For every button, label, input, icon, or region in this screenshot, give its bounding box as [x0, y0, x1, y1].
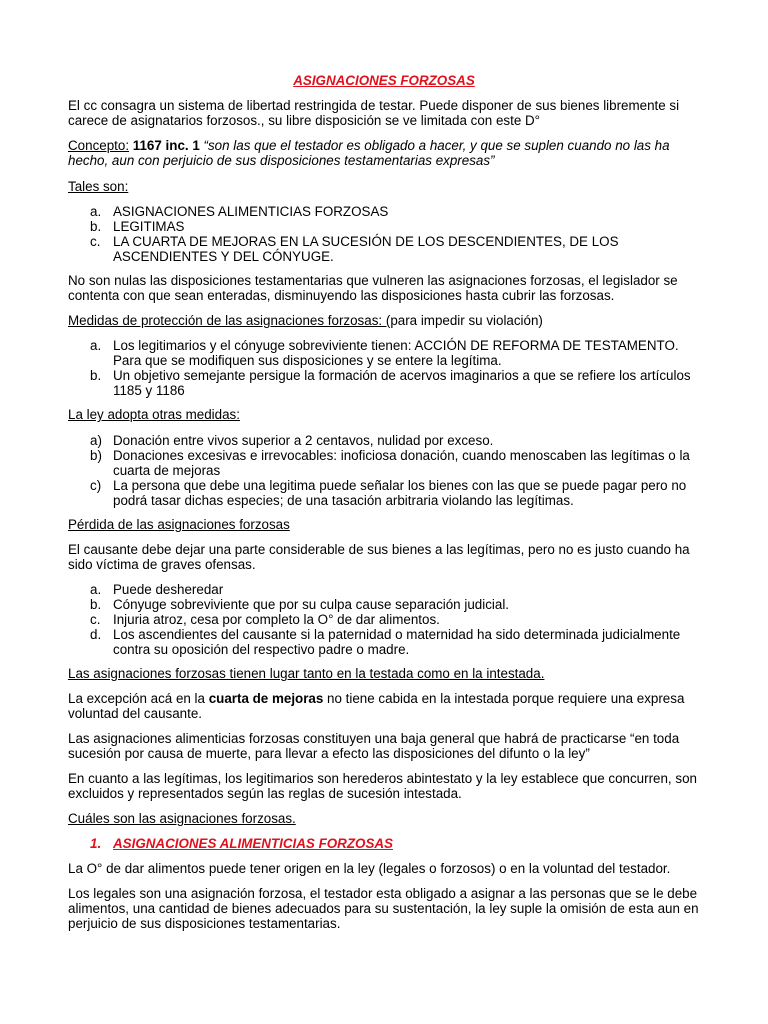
list-marker: c.: [90, 234, 101, 249]
concepto-paragraph: [68, 138, 708, 168]
list-marker: c): [90, 478, 102, 493]
medidas-heading: [68, 313, 708, 328]
list-text: La persona que debe una legitima puede señalar los bienes con las que se puede pagar pero no podrá tasar dichas especies; de una tasación arbitraria violando las legítimas.: [113, 478, 687, 509]
list-item: [90, 582, 710, 597]
list-item: [90, 204, 710, 219]
list-text: Donación entre vivos superior a 2 centavos, nulidad por exceso.: [113, 433, 494, 448]
legitimas-paragraph: En cuanto a las legítimas, los legitimarios son herederos abintestato y la ley establece que concurren, son excluidos y representados según las reglas de sucesión intestada.: [68, 771, 697, 802]
list-marker: b.: [90, 219, 102, 234]
excepcion-bold: cuarta de mejoras: [208, 691, 324, 706]
legales-paragraph: Los legales son una asignación forzosa, el testador esta obligado a asignar a las personas que se le debe alimentos, una cantidad de bienes adecuados para su sustentación, la ley suple la omisión de esta aun en perjuicio de sus disposiciones testamentarias.: [68, 886, 699, 932]
excepcion-paragraph: [68, 691, 708, 721]
nulidad-paragraph: No son nulas las disposiciones testamentarias que vulneren las asignaciones forzosas, el legislador se contenta con que sean enteradas, disminuyendo las disposiciones hasta cubrir las forzosas.: [68, 273, 678, 304]
perdida-heading: Pérdida de las asignaciones forzosas: [68, 517, 290, 532]
concepto-quote: “son las que el testador es obligado a hacer, y que se suplen cuando no las ha hecho, aun con perjuicio de sus disposiciones testamentarias expresas”: [68, 138, 670, 169]
list-item: [90, 612, 710, 627]
list-text: Los legitimarios y el cónyuge sobreviviente tienen: ACCIÓN DE REFORMA DE TESTAMENTO. Para que se modifiquen sus disposiciones y se entere la legítima.: [113, 338, 679, 369]
list-item: [90, 448, 710, 478]
lugar-heading: Las asignaciones forzosas tienen lugar tanto en la testada como en la intestada.: [68, 666, 545, 681]
excepcion-pre: La excepción acá en la: [68, 691, 209, 706]
list-marker: c.: [90, 612, 101, 627]
list-item: [90, 433, 710, 448]
tales-son-heading: Tales son:: [68, 179, 129, 194]
list-marker: a.: [90, 204, 102, 219]
causante-paragraph: El causante debe dejar una parte considerable de sus bienes a las legítimas, pero no es justo cuando ha sido víctima de graves ofensas.: [68, 542, 690, 573]
baja-general-paragraph: Las asignaciones alimenticias forzosas constituyen una baja general que habrá de practicarse “en toda sucesión por causa de muerte, para llevar a efecto las disposiciones del difunto o la ley”: [68, 731, 680, 762]
intro-paragraph: El cc consagra un sistema de libertad restringida de testar. Puede disponer de sus bienes libremente si carece de asignatarios forzosos., su libre disposición se ve limitada con este D°: [68, 98, 680, 129]
list-item: [90, 338, 710, 368]
list-text: Donaciones excesivas e irrevocables: inoficiosa donación, cuando menoscaben las legítimas o la cuarta de mejoras: [113, 448, 690, 479]
list-item: [90, 234, 710, 264]
list-marker: b.: [90, 368, 102, 383]
list-item: [90, 478, 710, 508]
concepto-label: Concepto:: [68, 138, 130, 153]
cuales-heading: Cuáles son las asignaciones forzosas.: [68, 811, 296, 826]
list-text: Injuria atroz, cesa por completo la O° de dar alimentos.: [113, 612, 440, 627]
section-1-number: 1.: [90, 836, 102, 851]
concepto-article-ref: 1167 inc. 1: [132, 138, 200, 153]
alimentos-paragraph: La O° de dar alimentos puede tener origen en la ley (legales o forzosos) o en la voluntad del testador.: [68, 861, 671, 876]
list-text: LEGITIMAS: [113, 219, 185, 234]
document-title: ASIGNACIONES FORZOSAS: [293, 73, 475, 88]
list-text: LA CUARTA DE MEJORAS EN LA SUCESIÓN DE LOS DESCENDIENTES, DE LOS ASCENDIENTES Y DEL CÓNYUGE.: [113, 234, 619, 265]
medidas-heading-rest: para impedir su violación): [390, 313, 543, 328]
medidas-heading-underlined: Medidas de protección de las asignaciones forzosas: (: [68, 313, 391, 328]
list-text: Los ascendientes del causante si la paternidad o maternidad ha sido determinada judicialmente contra su oposición del respectivo padre o madre.: [113, 627, 681, 658]
list-text: Cónyuge sobreviviente que por su culpa cause separación judicial.: [113, 597, 510, 612]
list-text: Puede desheredar: [113, 582, 224, 597]
list-marker: a.: [90, 582, 102, 597]
list-item: [90, 597, 710, 612]
list-marker: b.: [90, 597, 102, 612]
list-marker: a.: [90, 338, 102, 353]
list-text: Un objetivo semejante persigue la formación de acervos imaginarios a que se refiere los artículos 1185 y 1186: [113, 368, 691, 399]
section-1-heading: [90, 836, 710, 851]
list-marker: b): [90, 448, 102, 463]
section-1-title: ASIGNACIONES ALIMENTICIAS FORZOSAS: [113, 836, 393, 851]
otras-medidas-heading: La ley adopta otras medidas:: [68, 407, 240, 422]
list-marker: d.: [90, 627, 102, 642]
excepcion-post: no tiene cabida en la intestada porque requiere una expresa voluntad del causante.: [68, 691, 685, 722]
list-item: [90, 368, 710, 398]
list-marker: a): [90, 433, 102, 448]
list-item: [90, 627, 710, 657]
list-item: [90, 219, 710, 234]
list-text: ASIGNACIONES ALIMENTICIAS FORZOSAS: [113, 204, 389, 219]
